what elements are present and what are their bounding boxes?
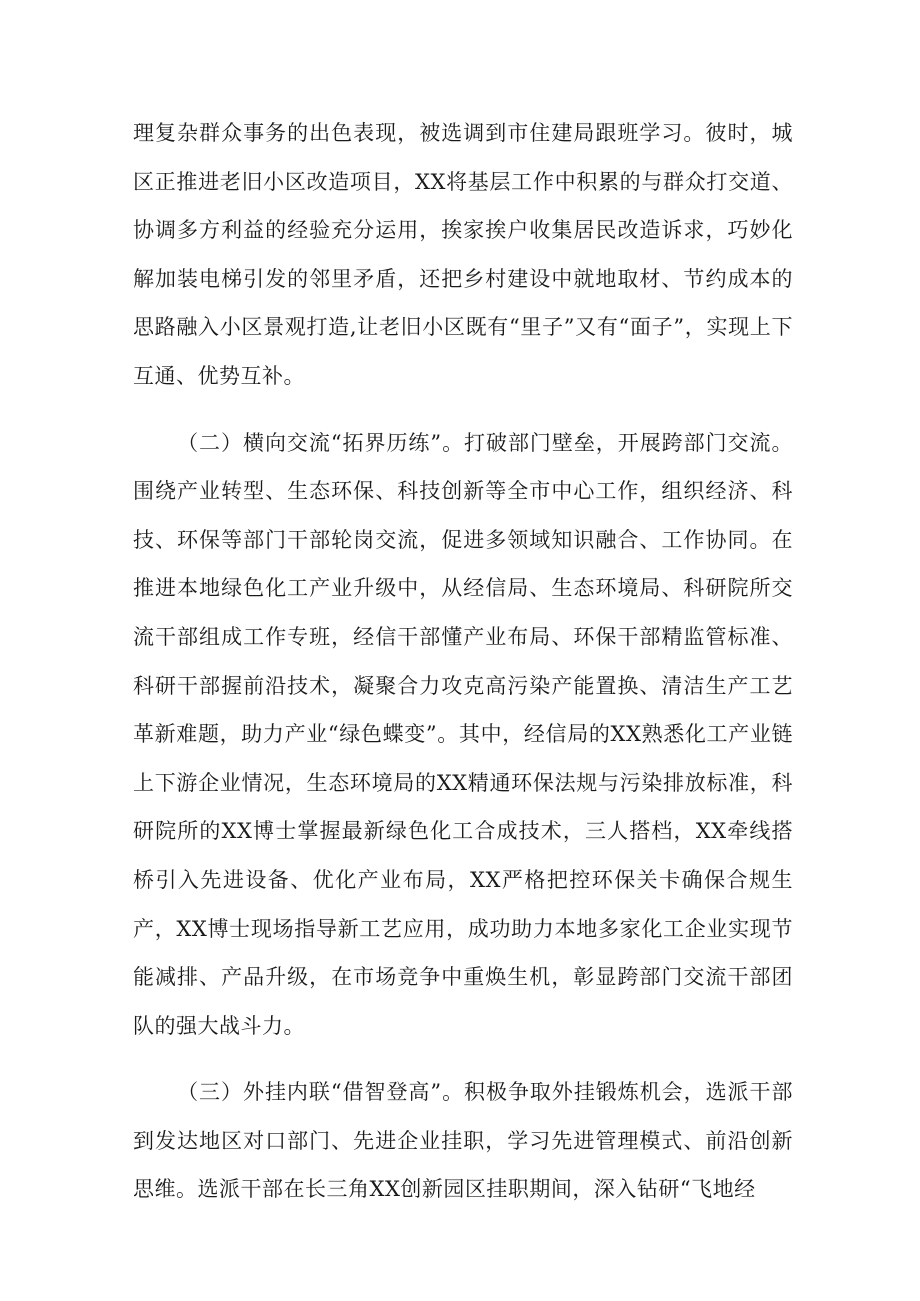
paragraph-external-secondment: （三）外挂内联“借智登高”。积极争取外挂锻炼机会，选派干部到发达地区对口部门、先进企业挂职，学习先进管理模式、前沿创新思维。选派干部在长三角XX创新园区挂职期间，深入钻研“飞地经 — [133, 1080, 793, 1202]
document-body — [133, 109, 793, 1214]
paragraph-horizontal-exchange: （二）横向交流“拓界历练”。打破部门壁垒，开展跨部门交流。围绕产业转型、生态环保、科技创新等全市中心工作，组织经济、科技、环保等部门干部轮岗交流，促进多领域知识融合、工作协同。在推进本地绿色化工产业升级中，从经信局、生态环境局、科研院所交流干部组成工作专班，经信干部懂产业布局、环保干部精监管标准、科研干部握前沿技术，凝聚合力攻克高污染产能置换、清洁生产工艺革新难题，助力产业“绿色蝶变”。其中，经信局的XX熟悉化工产业链上下游企业情况，生态环境局的XX精通环保法规与污染排放标准，科研院所的XX博士掌握最新绿色化工合成技术，三人搭档，XX牵线搭桥引入先进设备、优化产业布局，XX严格把控环保关卡确保合规生产，XX博士现场指导新工艺应用，成功助力本地多家化工企业实现节能减排、产品升级，在市场竞争中重焕生机，彰显跨部门交流干部团队的强大战斗力。 — [133, 430, 793, 1038]
paragraph-continuation: 理复杂群众事务的出色表现，被选调到市住建局跟班学习。彼时，城区正推进老旧小区改造项目，XX将基层工作中积累的与群众打交道、协调多方利益的经验充分运用，挨家挨户收集居民改造诉求，巧妙化解加装电梯引发的邻里矛盾，还把乡村建设中就地取材、节约成本的思路融入小区景观打造,让老旧小区既有“里子”又有“面子”，实现上下互通、优势互补。 — [133, 121, 793, 388]
